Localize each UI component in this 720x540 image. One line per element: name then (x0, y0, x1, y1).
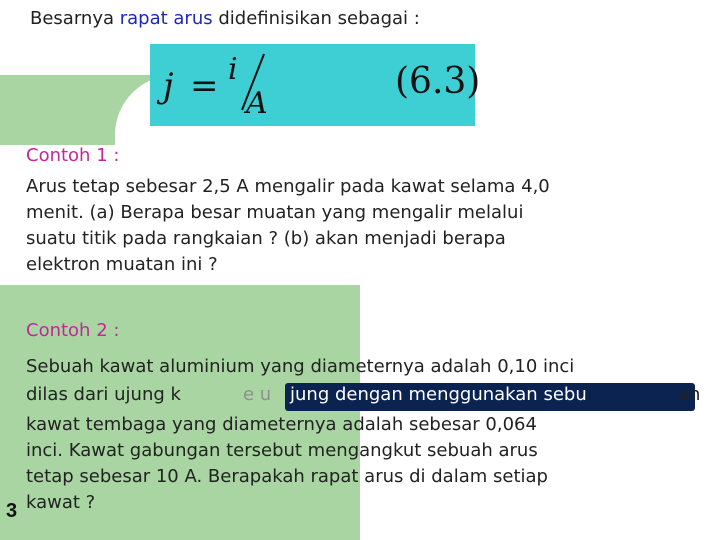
example2-body (26, 412, 692, 516)
example2-line2-selected-text[interactable]: jung dengan menggunakan sebu (290, 384, 587, 405)
example2-line: Sebuah kawat aluminium yang diameternya adalah 0,10 inci (26, 356, 575, 377)
formula-equals: = (190, 66, 219, 106)
example1-line: suatu titik pada rangkaian ? (b) akan menjadi berapa (26, 228, 506, 249)
formula-lhs: j (163, 66, 174, 106)
formula-box (150, 44, 481, 126)
example2-heading: Contoh 2 : (26, 320, 120, 341)
intro-text-after: didefinisikan sebagai : (212, 8, 420, 29)
formula-equation-number: (6.3) (395, 61, 481, 102)
intro-text-before: Besarnya (30, 8, 120, 29)
example2-line2-part: e u (243, 384, 272, 405)
formula-numerator: i (228, 52, 238, 87)
example1-heading: Contoh 1 : (26, 145, 120, 166)
example2-line: kawat ? (26, 492, 96, 513)
example2-line-selected (26, 382, 706, 410)
example1-line: Arus tetap sebesar 2,5 A mengalir pada kawat selama 4,0 (26, 176, 550, 197)
example2-line: inci. Kawat gabungan tersebut mengangkut sebuah arus (26, 440, 538, 461)
example1-body (26, 174, 692, 278)
example1-line: menit. (a) Berapa besar muatan yang mengalir melalui (26, 202, 524, 223)
example2-line1-wrap (26, 354, 706, 380)
example2-line2-part: ah (678, 384, 701, 405)
definition-intro (30, 8, 420, 29)
intro-highlight: rapat arus (119, 8, 213, 29)
example2-line: kawat tembaga yang diameternya adalah sebesar 0,064 (26, 414, 537, 435)
formula-denominator: A (246, 86, 268, 121)
example1-line: elektron muatan ini ? (26, 254, 218, 275)
example2-line2-part: dilas dari ujung k (26, 384, 181, 405)
example2-line: tetap sebesar 10 A. Berapakah rapat arus di dalam setiap (26, 466, 548, 487)
slide-number: 3 (6, 500, 18, 522)
